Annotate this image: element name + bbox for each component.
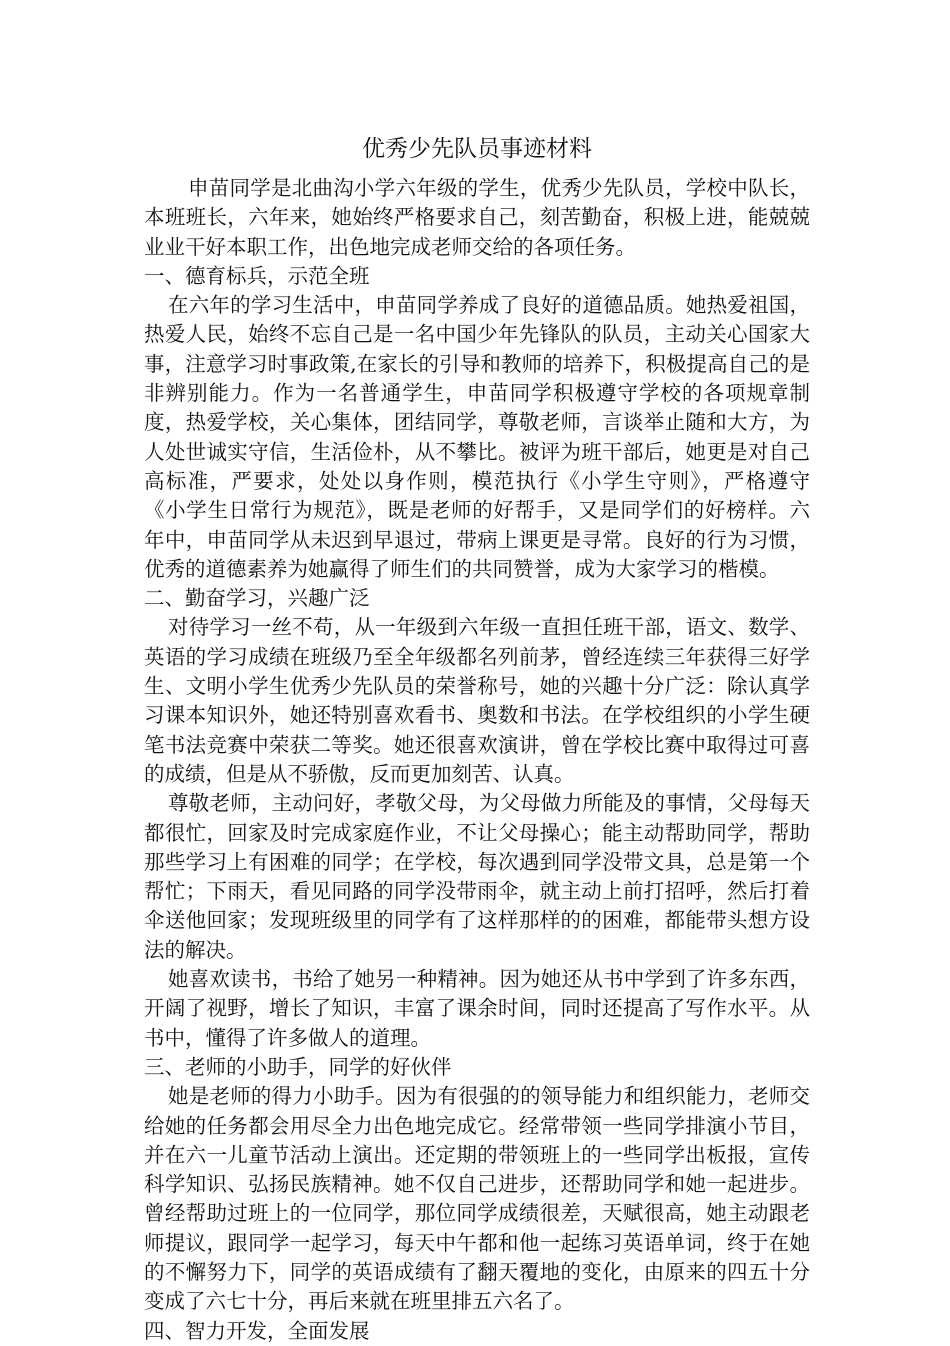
section-heading-1: 一、德育标兵，示范全班 xyxy=(144,263,370,288)
section-heading-4: 四、智力开发，全面发展 xyxy=(144,1318,370,1343)
section2-paragraph-1: 对待学习一丝不苟，从一年级到六年级一直担任班干部，语文、数学、英语的学习成绩在班级乃至全年级都名列前茅，曾经连续三年获得三好学生、文明小学生优秀少先队员的荣誉称号，她的兴趣十分广泛：除认真学习课本知识外，她还特别喜欢看书、奥数和书法。在学校组织的小学生硬笔书法竞赛中荣获二等奖。她还很喜欢演讲，曾在学校比赛中取得过可喜的成绩，但是从不骄傲，反而更加刻苦、认真。 xyxy=(144,615,810,786)
section2-paragraph-2: 尊敬老师，主动问好，孝敬父母，为父母做力所能及的事情，父母每天都很忙，回家及时完成家庭作业，不让父母操心；能主动帮助同学，帮助那些学习上有困难的同学；在学校，每次遇到同学没带文具，总是第一个帮忙；下雨天，看见同路的同学没带雨伞，就主动上前打招呼，然后打着伞送他回家；发现班级里的同学有了这样那样的的困难，都能带头想方设法的解决。 xyxy=(144,791,810,962)
section1-paragraph-1: 在六年的学习生活中，申苗同学养成了良好的道德品质。她热爱祖国，热爱人民，始终不忘自己是一名中国少年先锋队的队员，主动关心国家大事，注意学习时事政策,在家长的引导和教师的培养下，积极提高自己的是非辨别能力。作为一名普通学生，申苗同学积极遵守学校的各项规章制度，热爱学校，关心集体，团结同学，尊敬老师，言谈举止随和大方，为人处世诚实守信，生活俭朴，从不攀比。被评为班干部后，她更是对自己高标准，严要求，处处以身作则，模范执行《小学生守则》，严格遵守《小学生日常行为规范》，既是老师的好帮手，又是同学们的好榜样。六年中，申苗同学从未迟到早退过，带病上课更是寻常。良好的行为习惯，优秀的道德素养为她赢得了师生们的共同赞誉，成为大家学习的楷模。 xyxy=(144,293,810,581)
section-heading-2: 二、勤奋学习，兴趣广泛 xyxy=(144,586,370,611)
intro-paragraph: 申苗同学是北曲沟小学六年级的学生，优秀少先队员，学校中队长，本班班长，六年来，她始终严格要求自己，刻苦勤奋，积极上进，能兢兢业业干好本职工作，出色地完成老师交给的各项任务。 xyxy=(144,176,810,259)
section2-paragraph-3: 她喜欢读书，书给了她另一种精神。因为她还从书中学到了许多东西，开阔了视野，增长了知识，丰富了课余时间，同时还提高了写作水平。从书中，懂得了许多做人的道理。 xyxy=(144,967,810,1050)
section3-paragraph-1: 她是老师的得力小助手。因为有很强的的领导能力和组织能力，老师交给她的任务都会用尽全力出色地完成它。经常带领一些同学排演小节目，并在六一儿童节活动上演出。还定期的带领班上的一些同学出板报，宣传科学知识、弘扬民族精神。她不仅自己进步，还帮助同学和她一起进步。曾经帮助过班上的一位同学，那位同学成绩很差，天赋很高，她主动跟老师提议，跟同学一起学习，每天中午都和他一起练习英语单词，终于在她的不懈努力下，同学的英语成绩有了翻天覆地的变化，由原来的四五十分变成了六七十分，再后来就在班里排五六名了。 xyxy=(144,1084,810,1314)
document-title: 优秀少先队员事迹材料 xyxy=(362,136,592,162)
section-heading-3: 三、老师的小助手，同学的好伙伴 xyxy=(144,1054,452,1079)
document-page xyxy=(144,132,810,1346)
